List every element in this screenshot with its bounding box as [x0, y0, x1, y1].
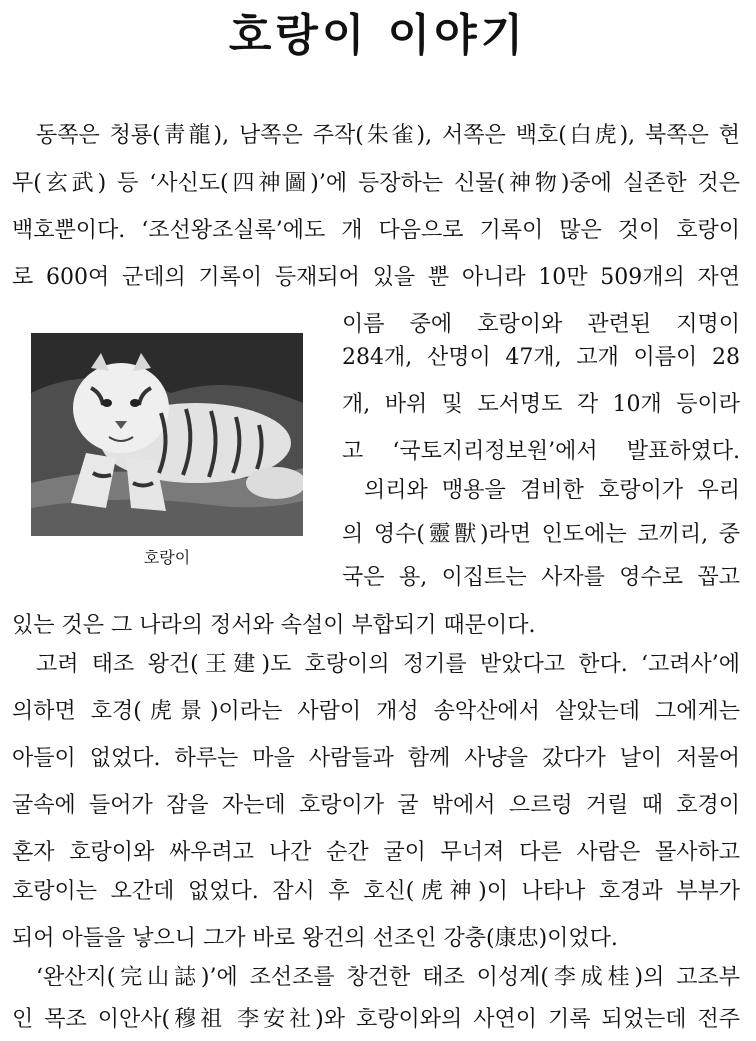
image-caption: 호랑이 [143, 548, 191, 567]
tiger-photo [31, 333, 303, 536]
body-line: 이름 중에 호랑이와 관련된 지명이 [342, 312, 740, 337]
page-title: 호랑이 이야기 [228, 10, 528, 61]
body-line: 있는 것은 그 나라의 정서와 속설이 부합되기 때문이다. [12, 613, 536, 638]
body-line: 의리와 맹용을 겸비한 호랑이가 우리 [364, 478, 740, 503]
body-line: 국은 용, 이집트는 사자를 영수로 꼽고 [342, 565, 740, 590]
body-line: 고려 태조 왕건(王建)도 호랑이의 정기를 받았다고 한다. ‘고려사’에 [36, 652, 740, 677]
body-line: 되어 아들을 낳으니 그가 바로 왕건의 선조인 강충(康忠)이었다. [12, 926, 618, 951]
body-line: 백호뿐이다. ‘조선왕조실록’에도 개 다음으로 기록이 많은 것이 호랑이 [12, 218, 740, 243]
body-line: 혼자 호랑이와 싸우려고 나간 순간 굴이 무너져 다른 사람은 몰사하고 [12, 840, 740, 865]
body-line: ‘완산지(完山誌)’에 조선조를 창건한 태조 이성계(李成桂)의 고조부 [36, 965, 740, 990]
body-line: 고 ‘국토지리정보원’에서 발표하였다. [342, 439, 740, 464]
body-line: 개, 바위 및 도서명도 각 10개 등이라 [342, 392, 740, 417]
body-line: 무(玄武) 등 ‘사신도(四神圖)’에 등장하는 신물(神物)중에 실존한 것은 [12, 171, 740, 196]
body-line: 아들이 없었다. 하루는 마을 사람들과 함께 사냥을 갔다가 날이 저물어 [12, 746, 740, 771]
body-line: 인 목조 이안사(穆祖 李安社)와 호랑이와의 사연이 기록 되었는데 전주 [12, 1007, 740, 1032]
body-line: 호랑이는 오간데 없었다. 잠시 후 호신(虎神)이 나타나 호경과 부부가 [12, 879, 740, 904]
body-line: 로 600여 군데의 기록이 등재되어 있을 뿐 아니라 10만 509개의 자연 [12, 265, 740, 290]
body-line: 굴속에 들어가 잠을 자는데 호랑이가 굴 밖에서 으르렁 거릴 때 호경이 [12, 793, 740, 818]
body-line: 의 영수(靈獸)라면 인도에는 코끼리, 중 [342, 522, 740, 547]
body-line: 의하면 호경(虎景)이라는 사람이 개성 송악산에서 살았는데 그에게는 [12, 699, 740, 724]
body-line: 동쪽은 청룡(靑龍), 남쪽은 주작(朱雀), 서쪽은 백호(白虎), 북쪽은 현 [36, 123, 740, 148]
tiger-image [31, 333, 303, 536]
body-line: 284개, 산명이 47개, 고개 이름이 28 [342, 345, 740, 370]
